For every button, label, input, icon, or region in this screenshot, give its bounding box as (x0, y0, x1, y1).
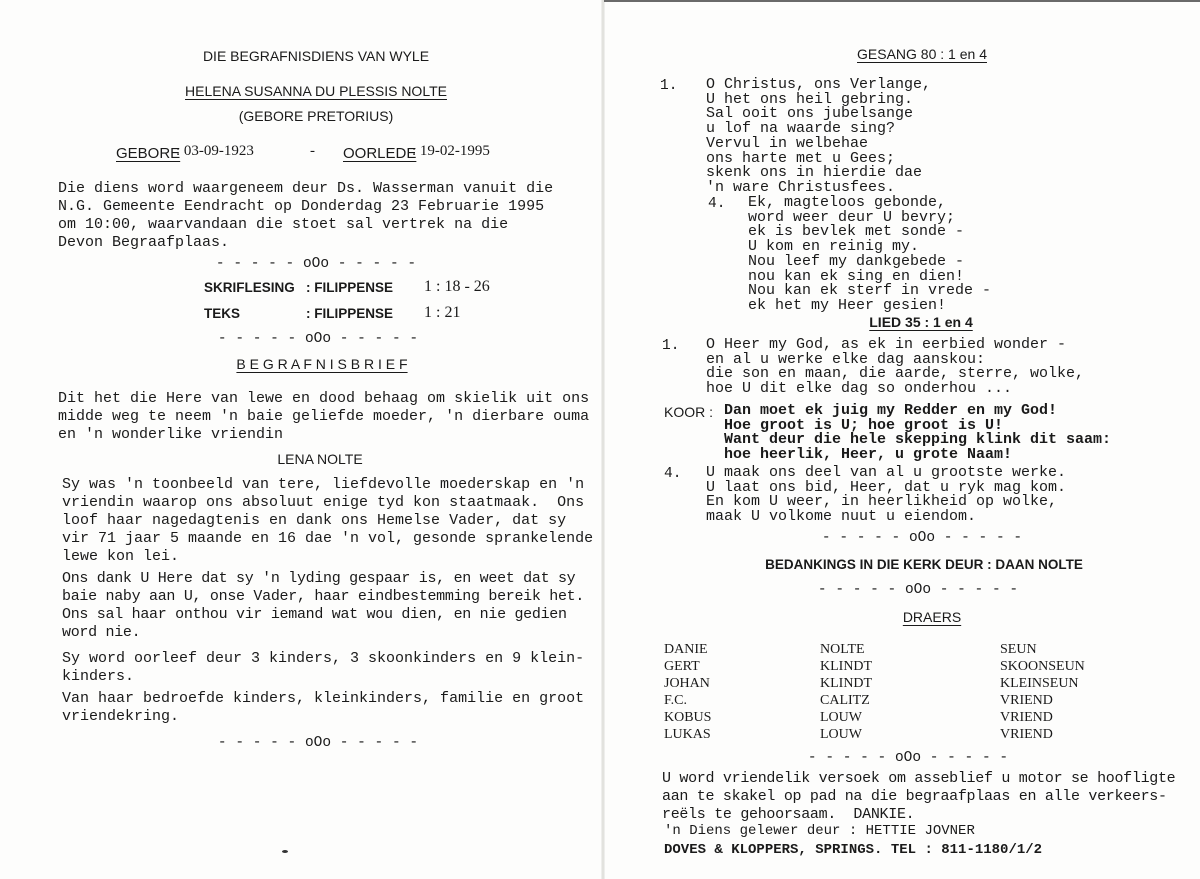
separator-4: - - - - - oOo - - - - - (821, 530, 1023, 546)
song-title: LIED 35 : 1 en 4 (869, 314, 973, 330)
reading-label: SKRIFLESING (204, 280, 295, 295)
hymn-verse-1-number: 1. (660, 78, 678, 94)
page-fold (601, 0, 605, 879)
thanks-line: BEDANKINGS IN DIE KERK DEUR : DAAN NOLTE (765, 557, 1083, 572)
undertaker-contact: DOVES & KLOPPERS, SPRINGS. TEL : 811-1180/1/2 (664, 842, 1043, 858)
letter-paragraph-4: Van haar bedroefde kinders, kleinkinders, familie en groot vriendekring. (62, 690, 585, 725)
bearer-1-relation: SEUN (1000, 642, 1037, 657)
letter-paragraph-1: Sy was 'n toonbeeld van tere, liefdevolle moederskap en 'n vriendin waarop ons absoluut enige tyd kon staatmaak. Ons loof haar nagedagtenis en dank ons Hemelse Vader, dat sy vir 71 jaar 5 maande en 16 dae 'n vol, gesonde sprankelende lewe kon lei. (62, 476, 594, 565)
reading-book: : FILIPPENSE (306, 280, 394, 295)
bearer-1-last: NOLTE (820, 642, 865, 657)
ink-speck (282, 850, 288, 853)
service-provider: 'n Diens gelewer deur : HETTIE JOVNER (664, 823, 975, 839)
bearer-6-last: LOUW (820, 727, 862, 742)
bearer-1-first: DANIE (664, 642, 708, 657)
bearers-title: DRAERS (902, 609, 962, 625)
top-edge-shadow (604, 0, 1200, 2)
bearer-3-last: KLINDT (820, 676, 873, 691)
bearer-3-relation: KLEINSEUN (1000, 676, 1079, 691)
born-date: : 03-09-1923 (176, 143, 254, 159)
born-label: GEBORE (116, 145, 181, 162)
bearer-5-last: LOUW (820, 710, 862, 725)
hymn-verse-1: O Christus, ons Verlange, U het ons heil gebring. Sal ooit ons jubelsange u lof na waarde sing? Vervul in welbehae ons harte met u Gees; skenk ons in hierdie dae 'n ware Christusfees. (706, 76, 932, 196)
song-verse-4: U maak ons deel van al u grootste werke. U laat ons bid, Heer, dat u ryk mag kom. En kom U weer, in heerlikheid op wolke, maak U volkome nuut u eiendom. (706, 464, 1067, 526)
date-dash: - (310, 143, 315, 159)
bearer-5-relation: VRIEND (1000, 710, 1053, 725)
bearer-4-last: CALITZ (820, 693, 870, 708)
bearer-4-relation: VRIEND (1000, 693, 1053, 708)
service-title: DIE BEGRAFNISDIENS VAN WYLE (202, 48, 430, 64)
bearer-2-first: GERT (664, 659, 700, 674)
service-intro: Die diens word waargeneem deur Ds. Wasserman vanuit die N.G. Gemeente Eendracht op Donderdag 23 Februarie 1995 om 10:00, waarvandaan die stoet sal vertrek na die Devon Begraafplaas. (58, 180, 554, 251)
song-verse-1-number: 1. (662, 338, 680, 354)
reading-reference: 1 : 18 - 26 (424, 278, 490, 295)
song-verse-4-number: 4. (664, 466, 682, 482)
letter-intro: Dit het die Here van lewe en dood behaag om skielik uit ons midde weg te neem 'n baie geliefde moeder, 'n dierbare ouma en 'n wonderlike vriendin (58, 390, 590, 443)
letter-paragraph-2: Ons dank U Here dat sy 'n lyding gespaar is, en weet dat sy baie naby aan U, onse Vader, haar eindbestemming bereik het. Ons sal haar onthou vir iemand wat wou dien, en nie gedien word nie. (62, 570, 585, 641)
bearer-6-relation: VRIEND (1000, 727, 1053, 742)
text-book: : FILIPPENSE (306, 306, 394, 321)
text-label: TEKS (204, 306, 241, 321)
chorus-text: Dan moet ek juig my Redder en my God! Hoe groot is U; hoe groot is U! Want deur die hele skepping klink dit saam: hoe heerlik, Heer, u grote Naam! (724, 402, 1112, 464)
hymn-title: GESANG 80 : 1 en 4 (857, 46, 987, 62)
hymn-verse-4: Ek, magteloos gebonde, word weer deur U bevry; ek is bevlek met sonde - U kom en reinig my. Nou leef my dankgebede - nou kan ek sing en dien! Nou kan ek sterf in vrede - ek het my Heer gesien! (748, 194, 992, 314)
bearer-2-last: KLINDT (820, 659, 873, 674)
song-verse-1: O Heer my God, as ek in eerbied wonder - en al u werke elke dag aanskou: die son en maan, die aarde, sterre, wolke, hoe U dit elke dag so onderhou ... (706, 336, 1085, 398)
letter-heading: B E G R A F N I S B R I E F (236, 356, 408, 372)
text-reference: 1 : 21 (424, 304, 461, 321)
died-label: OORLEDE (343, 145, 417, 162)
chorus-label: KOOR : (664, 404, 714, 420)
bearer-2-relation: SKOONSEUN (1000, 659, 1085, 674)
bearer-6-first: LUKAS (664, 727, 711, 742)
bearer-5-first: KOBUS (664, 710, 712, 725)
separator-3: - - - - - oOo - - - - - (217, 735, 419, 751)
maiden-name: (GEBORE PRETORIUS) (238, 108, 394, 124)
separator-2: - - - - - oOo - - - - - (217, 331, 419, 347)
separator-6: - - - - - oOo - - - - - (807, 750, 1009, 766)
hymn-verse-4-number: 4. (708, 196, 726, 212)
bearer-4-first: F.C. (664, 693, 688, 708)
died-date: : 19-02-1995 (412, 143, 490, 159)
deceased-name: HELENA SUSANNA DU PLESSIS NOLTE (185, 83, 447, 99)
letter-paragraph-3: Sy word oorleef deur 3 kinders, 3 skoonkinders en 9 klein- kinders. (62, 650, 585, 685)
bearer-3-first: JOHAN (664, 676, 710, 691)
separator-5: - - - - - oOo - - - - - (817, 582, 1019, 598)
separator-1: - - - - - oOo - - - - - (215, 256, 417, 272)
headlights-request: U word vriendelik versoek om asseblief u motor se hoofligte aan te skakel op pad na die begraafplaas en alle verkeers- reëls te gehoorsaam. DANKIE. (662, 770, 1176, 823)
subject-name: LENA NOLTE (277, 451, 363, 467)
